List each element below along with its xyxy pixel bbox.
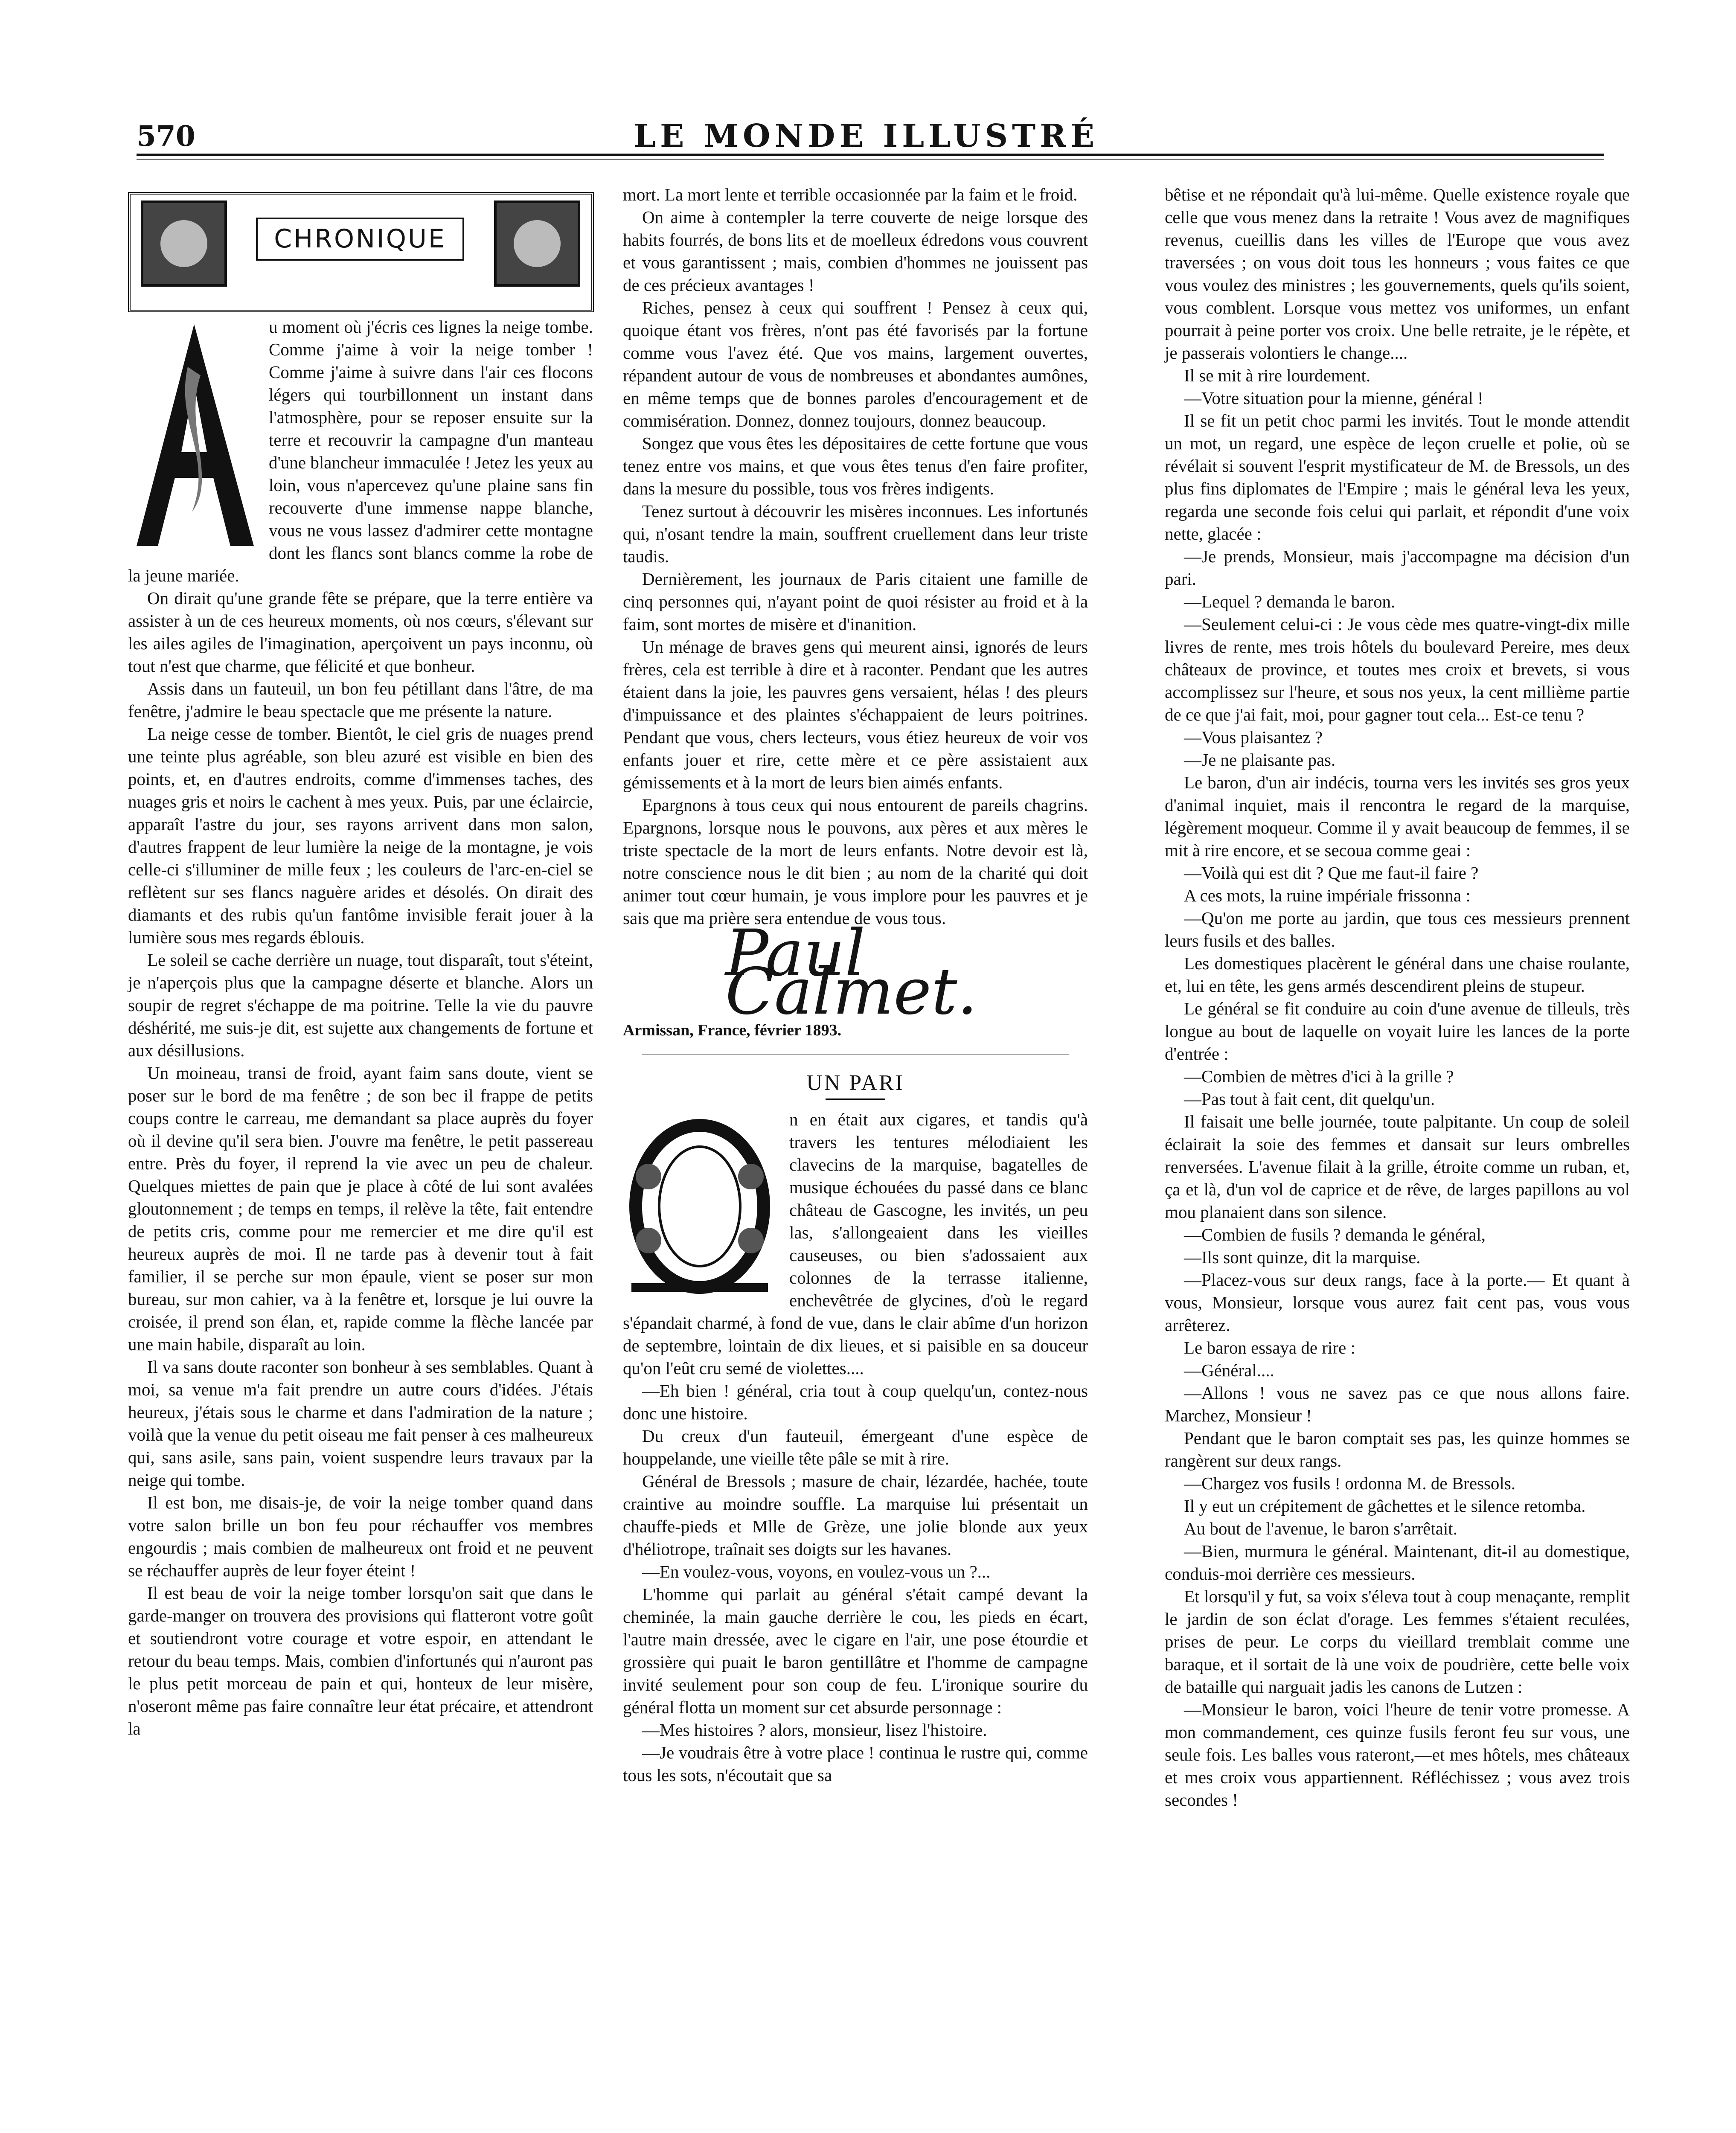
paragraph: Il y eut un crépitement de gâchettes et le silence retomba. <box>1184 1496 1586 1516</box>
paragraph: Riches, pensez à ceux qui souffrent ! Pensez à ceux qui, quoique étant vos frères, n'ont pas été favorisés par la fortune comme vous l'avez été. Que vos mains, largement ouvertes, répandent autour de vous de nombreuses et abondantes aumônes, en même temps que de bonnes paroles d'encouragement et de commisération. Donnez, donnez toujours, donnez beaucoup. <box>623 298 1088 430</box>
story-title: UN PARI <box>806 1071 904 1095</box>
paragraph: —En voulez-vous, voyons, en voulez-vous un ?... <box>642 1562 991 1581</box>
paragraph: On dirait qu'une grande fête se prépare, que la terre entière va assister à un de ces heureux moments, où nos cœurs, s'élevant sur les ailes agiles de l'imagination, aperçoivent un pays inconnu, où tout n'est que charme, que félicité et que bonheur. <box>128 588 593 676</box>
paragraph: —Seulement celui-ci : Je vous cède mes quatre-vingt-dix mille livres de rente, mes trois hôtels du boulevard Pereire, mes deux châteaux de province, et toutes mes croix et brevets, si vous accomplissez sur l'heure, et sous nos yeux, la cent millième partie de ce que j'ai fait, moi, pour gagner tout cela... Est-ce tenu ? <box>1165 614 1630 724</box>
section-title: CHRONIQUE <box>256 218 464 261</box>
chronique-banner <box>128 183 593 311</box>
paragraph: —Placez-vous sur deux rangs, face à la porte.— Et quant à vous, Monsieur, lorsque vous aurez fait cent pas, vous vous arrêterez. <box>1165 1270 1630 1335</box>
paragraph: Du creux d'un fauteuil, émergeant d'une espèce de houppelande, une vieille tête pâle se mit à rire. <box>623 1426 1088 1468</box>
paragraph: Songez que vous êtes les dépositaires de cette fortune que vous tenez entre vos mains, et que vous êtes tenus d'en faire profiter, dans la mesure du possible, tous vos frères indigents. <box>623 433 1088 498</box>
column-2 <box>623 183 1088 1787</box>
paragraph: bêtise et ne répondait qu'à lui-même. Quelle existence royale que celle que vous menez dans la retraite ! Vous avez de magnifiques revenus, cueillis dans les villes de l'Europe que vous avez traversées ; on vous doit tous les honneurs ; vous faites ce que vous voulez des ministres ; les gouvernements, quels qu'ils soient, vous comblent. Lorsque vous mettez vos uniformes, un enfant pourrait à peine porter vos croix. Une belle retraite, je le répète, et je passerais volontiers le change.... <box>1165 185 1630 363</box>
paragraph: Dernièrement, les journaux de Paris citaient une famille de cinq personnes qui, n'ayant point de quoi résister au froid et à la faim, sont mortes de misère et d'inanition. <box>623 569 1088 634</box>
paragraph: L'homme qui parlait au général s'était campé devant la cheminée, la main gauche derrière le cou, les pieds en écart, l'autre main dressée, avec le cigare en l'air, une pose étourdie et grossière qui puait le baron gentillâtre et l'homme de campagne invité seulement pour son coup de feu. L'ironique sourire du général flotta un moment sur cet absurde personnage : <box>623 1584 1088 1717</box>
paragraph: Les domestiques placèrent le général dans une chaise roulante, et, lui en tête, les gens armés descendirent pleins de stupeur. <box>1165 953 1630 996</box>
journal-title: LE MONDE ILLUSTRÉ <box>633 118 1099 154</box>
paragraph: Epargnons à tous ceux qui nous entourent de pareils chagrins. Epargnons, lorsque nous le pouvons, aux pères et aux mères le triste spectacle de la mort de leurs enfants. Notre devoir est là, notre conscience nous le dit bien ; au nom de la charité qui doit animer tout cœur humain, je vous implore pour les pauvres et je sais que ma prière sera entendue de vous tous. <box>623 795 1088 928</box>
place-date: Armissan, France, février 1893. <box>623 1021 842 1039</box>
signature <box>725 916 1088 1029</box>
paragraph: Un ménage de braves gens qui meurent ainsi, ignorés de leurs frères, cela est terrible à dire et à raconter. Pendant que les autres étaient dans la joie, les pauvres gens versaient, hélas ! des pleurs d'impuissance et des plaintes s'échappaient de leurs poitrines. Pendant que vous, chers lecteurs, vous étiez heureux de voir vos enfants jouer et rire, cette mère et ce père assistaient aux gémissements et à la mort de leurs bien aimés enfants. <box>623 637 1088 792</box>
header-rule <box>137 154 1604 156</box>
paragraph: Assis dans un fauteuil, un bon feu pétillant dans l'âtre, de ma fenêtre, j'admire le beau spectacle que me présente la nature. <box>128 679 593 721</box>
dropcap-a-icon <box>128 316 260 555</box>
masthead <box>128 111 1604 175</box>
paragraph: —Je prends, Monsieur, mais j'accompagne ma décision d'un pari. <box>1165 546 1630 589</box>
paragraph: —Mes histoires ? alors, monsieur, lisez l'histoire. <box>642 1720 987 1740</box>
paragraph: —Général.... <box>1184 1360 1274 1380</box>
paragraph: Il va sans doute raconter son bonheur à ses semblables. Quant à moi, sa venue m'a fait prendre un autre cours d'idées. J'étais heureux, j'étais sous le charme et dans l'admiration de la nature ; voilà que la venue du petit oiseau me fait penser à ces malheureux qui, sans asile, sans pain, voient suspendre leurs travaux par la neige qui tombe. <box>128 1357 593 1490</box>
paragraph: Il est beau de voir la neige tomber lorsqu'on sait que dans le garde-manger on trouvera des provisions qui flatteront votre goût et soutiendront votre courage et votre espoir, en attendant le retour du beau temps. Mais, combien d'infortunés qui n'auront pas le plus petit morceau de pain et qui, honteux de leur misère, n'oseront même pas faire connaître leur état précaire, et attendront la <box>128 1583 593 1738</box>
paragraph: —Monsieur le baron, voici l'heure de tenir votre promesse. A mon commandement, ces quinze fusils feront feu sur vous, une seule fois. Les balles vous rateront,—et mes hôtels, mes châteaux et mes croix vous appartiennent. Réfléchissez ; vous avez trois secondes ! <box>1165 1700 1630 1810</box>
paragraph: —Combien de mètres d'ici à la grille ? <box>1184 1066 1454 1086</box>
paragraph: —Pas tout à fait cent, dit quelqu'un. <box>1184 1089 1435 1109</box>
paragraph: Il est bon, me disais-je, de voir la neige tomber quand dans votre salon brille un bon feu pour réchauffer vos membres engourdis ; mais combien de malheureux ont froid et ne peuvent se réchauffer auprès de leur foyer éteint ! <box>128 1493 593 1580</box>
paragraph: Le soleil se cache derrière un nuage, tout disparaît, tout s'éteint, je n'aperçois plus que la campagne déserte et blanche. Alors un soupir de regret s'échappe de ma poitrine. Telle la vie du pauvre déshérité, me suis-je dit, est sujette aux changements de fortune et aux désillusions. <box>128 950 593 1060</box>
paragraph: —Qu'on me porte au jardin, que tous ces messieurs prennent leurs fusils et des balles. <box>1165 908 1630 950</box>
paragraph: Un moineau, transi de froid, ayant faim sans doute, vient se poser sur le bord de ma fenêtre ; de son bec il frappe de petits coups contre le carreau, me demandant sa place auprès du foyer où il devine qu'il sera bien. J'ouvre ma fenêtre, le petit passereau entre. Près du foyer, il reprend la vie avec un peu de chaleur. Quelques miettes de pain que je place à côté de lui sont avalées gloutonnement ; de temps en temps, il relève la tête, fait entendre de petits cris, comme pour me remercier et me dire qu'il est heureux auprès de moi. Il ne tarde pas à devenir tout à fait familier, il se perche sur mon épaule, vient se poser sur mon bureau, sur mon cahier, va à la fenêtre et, lorsque je lui ouvre la croisée, il prend son élan, et, rapide comme la flèche lancée par une main habile, disparaît au loin. <box>128 1063 593 1354</box>
paragraph: Il se mit à rire lourdement. <box>1184 366 1371 385</box>
paragraph: —Allons ! vous ne savez pas ce que nous allons faire. Marchez, Monsieur ! <box>1165 1383 1630 1425</box>
signature-text: Paul Calmet. <box>725 916 978 1029</box>
paragraph: Pendant que le baron comptait ses pas, les quinze hommes se rangèrent sur deux rangs. <box>1165 1428 1630 1470</box>
paragraph: Tenez surtout à découvrir les misères inconnues. Les infortunés qui, n'osant tendre la main, souffrent cruellement dans leur triste taudis. <box>623 501 1088 566</box>
paragraph: —Ils sont quinze, dit la marquise. <box>1184 1247 1421 1267</box>
paragraph: Il faisait une belle journée, toute palpitante. Un coup de soleil éclairait la soie des femmes et dansait sur leurs ombrelles renversées. L'avenue filait à la grille, étroite comme un ruban, et, ça et là, d'un vol de caprice et de rêve, de larges papillons au vol mou planaient dans son silence. <box>1165 1112 1630 1222</box>
header-rule-thin <box>137 159 1604 160</box>
paragraph: Le baron, d'un air indécis, tourna vers les invités ses gros yeux d'animal inquiet, mais il rencontra le regard de la marquise, légèrement moqueur. Comme il y avait beaucoup de femmes, il se mit à rire encore, et se secoua comme geai : <box>1165 773 1630 860</box>
paragraph: —Je ne plaisante pas. <box>1184 750 1336 770</box>
ornament-icon <box>494 201 580 287</box>
paragraph: Il se fit un petit choc parmi les invités. Tout le monde attendit un mot, un regard, une espèce de leçon cruelle et polie, où se révélait si souvent l'esprit mystificateur de M. de Bressols, un des plus fins diplomates de l'Empire ; mais le général leva les yeux, regarda une seconde fois celui qui parlait, et répondit d'une voix nette, glacée : <box>1165 411 1630 543</box>
paragraph: Le général se fit conduire au coin d'une avenue de tilleuls, très longue au bout de laquelle on voyait luire les lances de la porte d'entrée : <box>1165 999 1630 1064</box>
paragraph: u moment où j'écris ces lignes la neige tombe. Comme j'aime à voir la neige tomber ! Comme j'aime à suivre dans l'air ces flocons légers qui tourbillonnent un instant dans l'atmosphère, pour se reposer ensuite sur la terre et recouvrir la campagne d'un manteau d'une blancheur immaculée ! Jetez les yeux au loin, vous n'apercevez qu'une plaine sans fin recouverte d'une immense nappe blanche, vous ne vous lassez d'admirer cette montagne dont les flancs sont blancs comme la robe de la jeune mariée. <box>128 317 593 585</box>
paragraph: —Bien, murmura le général. Maintenant, dit-il au domestique, conduis-moi derrière ces messieurs. <box>1165 1541 1630 1584</box>
paragraph: —Je voudrais être à votre place ! continua le rustre qui, comme tous les sots, n'écoutait que sa <box>623 1743 1088 1785</box>
paragraph: On aime à contempler la terre couverte de neige lorsque des habits fourrés, de bons lits et de moelleux édredons vous couvrent et vous garantissent ; mais, combien d'hommes ne jouissent pas de ces précieux avantages ! <box>623 207 1088 295</box>
paragraph: —Voilà qui est dit ? Que me faut-il faire ? <box>1184 863 1479 883</box>
column-3 <box>1165 183 1630 1811</box>
paragraph: n en était aux cigares, et tandis qu'à travers les tentures mélodiaient les clavecins de la marquise, bagatelles de musique échouées du passé dans ce blanc château de Gascogne, les invités, un peu las, s'allongeaient dans les vieilles causeuses, ou bien s'adossaient aux colonnes de la terrasse italienne, enchevêtrée de glycines, d'où le regard s'épandait charmé, à fond de vue, dans le clair abîme d'un horizon de septembre, lointain de dix lieues, et si paisible en sa douceur qu'on l'eût cru semé de violettes.... <box>623 1110 1088 1378</box>
paragraph: —Lequel ? demanda le baron. <box>1184 592 1396 611</box>
paragraph: La neige cesse de tomber. Bientôt, le ciel gris de nuages prend une teinte plus agréable, son bleu azuré est visible en bien des points, et, en d'autres endroits, comme d'immenses taches, des nuages gris et noirs le cachent à mes yeux. Puis, par une éclaircie, apparaît l'astre du jour, ses rayons arrivent dans mon salon, d'autres frappent de leur lumière la neige de la montagne, je vois celle-ci s'illuminer de mille feux ; les couleurs de l'arc-en-ciel se reflètent sur ses flancs naguère arides et désolés. On dirait des diamants et des rubis qu'un fantôme invisible ferait jouer à la lumière sous mes regards éblouis. <box>128 724 593 947</box>
paragraph: Au bout de l'avenue, le baron s'arrêtait. <box>1184 1519 1457 1538</box>
title-rule <box>826 1098 885 1100</box>
paragraph: Et lorsqu'il y fut, sa voix s'éleva tout à coup menaçante, remplit le jardin de son éclat d'orage. Les femmes s'étaient reculées, prises de peur. Le corps du vieillard tremblait comme une baraque, et il sortait de là une voix de poudrière, cette belle voix de bataille qui narguait jadis les canons de Lutzen : <box>1165 1587 1630 1697</box>
paragraph: Le baron essaya de rire : <box>1184 1338 1355 1357</box>
paragraph: —Combien de fusils ? demanda le général, <box>1184 1225 1486 1244</box>
page-number: 570 <box>137 119 195 153</box>
paragraph: —Votre situation pour la mienne, général ! <box>1184 388 1483 408</box>
paragraph: Général de Bressols ; masure de chair, lézardée, hachée, toute craintive au moindre souffle. La marquise lui présentait un chauffe-pieds et Mlle de Grèze, une jolie blonde aux yeux d'héliotrope, traînait ses doigts sur les havanes. <box>623 1471 1088 1559</box>
section-divider <box>642 1055 1069 1059</box>
paragraph: A ces mots, la ruine impériale frissonna : <box>1184 886 1471 905</box>
paragraph: mort. La mort lente et terrible occasionnée par la faim et le froid. <box>623 185 1078 204</box>
column-1 <box>128 183 593 1740</box>
ornament-icon <box>141 201 227 287</box>
paragraph: —Chargez vos fusils ! ordonna M. de Bressols. <box>1184 1473 1516 1493</box>
paragraph: —Eh bien ! général, cria tout à coup quelqu'un, contez-nous donc une histoire. <box>623 1381 1088 1423</box>
dropcap-o-icon <box>623 1113 776 1300</box>
paragraph: —Vous plaisantez ? <box>1184 727 1323 747</box>
